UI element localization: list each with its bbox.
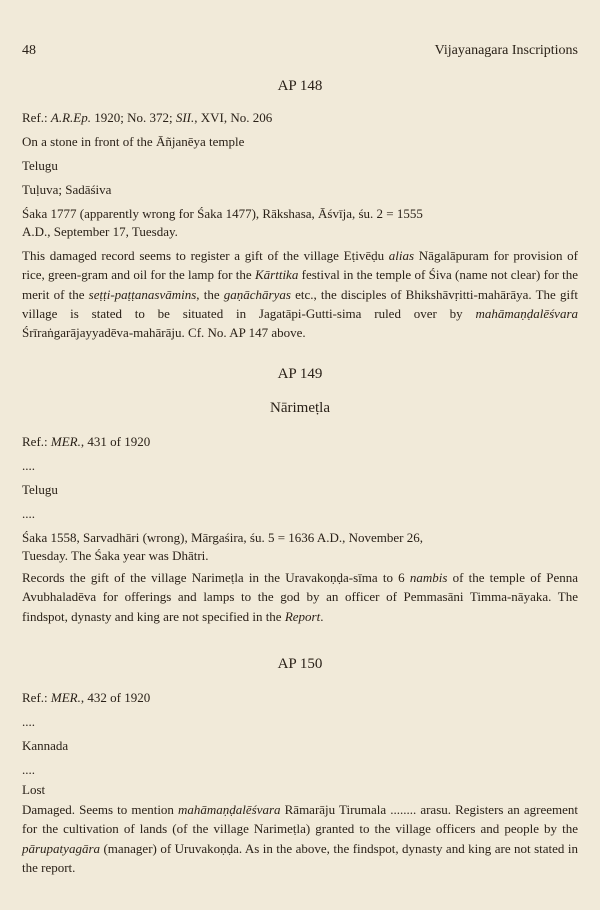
summary-text: . bbox=[320, 608, 324, 624]
book-title: Vijayanagara Inscriptions bbox=[434, 43, 578, 58]
entry-summary bbox=[22, 568, 578, 626]
entry-language: Telugu bbox=[22, 158, 58, 173]
entry-date-line: Tuesday. The Śaka year was Dhātri. bbox=[22, 548, 209, 563]
summary-text: Rāmarāju Tirumala ........ arasu. Registers an agreement for the cultivation of lands (of the village Narimeṭla) granted to the village officers and people by the bbox=[22, 802, 579, 837]
summary-text: Damaged. Seems to mention bbox=[22, 802, 179, 817]
document-page bbox=[22, 0, 578, 910]
entry-ref bbox=[22, 108, 578, 128]
entry-placeholder: .... bbox=[22, 762, 35, 777]
entry-summary bbox=[22, 800, 578, 877]
entry-summary bbox=[22, 246, 578, 342]
summary-text: of the temple of Penna Avubhaladēva for offerings and lamps to the god by an officer of Pemmasāni Timma-nāyaka. The findspot, dynasty and king are not specified in the bbox=[22, 570, 578, 624]
summary-term: nambis bbox=[409, 570, 448, 585]
summary-term: Kārttika bbox=[254, 267, 299, 283]
ref-source: MER. bbox=[50, 434, 81, 449]
ref-source: SII. bbox=[175, 110, 195, 125]
summary-text: (manager) of Uruvakoṇḍa. As in the above, the findspot, dynasty and king are not stated in the report. bbox=[22, 840, 578, 875]
entry-id-ap-148: AP 148 bbox=[277, 78, 323, 94]
summary-text: Records the gift of the village Narimeṭla in the Uravakoṇḍa-sīma to 6 bbox=[22, 570, 410, 585]
ref-source: MER. bbox=[50, 690, 81, 705]
summary-term: mahāmaṇḍalēśvara bbox=[475, 305, 578, 321]
entry-id-ap-149: AP 149 bbox=[277, 366, 323, 382]
entry-date-line: Śaka 1777 (apparently wrong for Śaka 1477), Rākshasa, Āśvīja, śu. 2 = 1555 bbox=[22, 206, 423, 221]
summary-text: This damaged record seems to register a gift of the village Eṭivēḍu bbox=[22, 248, 389, 263]
ref-detail: 1920; No. 372; bbox=[90, 110, 176, 125]
ref-label: Ref.: bbox=[22, 110, 48, 125]
entry-language: Kannada bbox=[22, 738, 69, 753]
summary-term: gaṇāchāryas bbox=[223, 286, 291, 302]
entry-language: Telugu bbox=[22, 482, 58, 497]
ref-source: A.R.Ep. bbox=[50, 110, 91, 125]
entry-location: On a stone in front of the Āñjanēya temple bbox=[22, 134, 245, 149]
summary-term: pārupatyagāra bbox=[22, 840, 100, 856]
summary-text: festival in the temple of Śiva (name not clear) for the merit of the bbox=[22, 267, 578, 302]
running-header bbox=[22, 43, 578, 63]
entry-placeholder: .... bbox=[22, 458, 35, 473]
ref-detail: , 432 of 1920 bbox=[80, 690, 151, 705]
entry-date-line: Śaka 1558, Sarvadhāri (wrong), Mārgaśira, śu. 5 = 1636 A.D., November 26, bbox=[22, 530, 423, 545]
entry-placeholder: .... bbox=[22, 506, 35, 521]
entry-status: Lost bbox=[22, 782, 46, 797]
summary-text: etc., the disciples of Bhikshāvṛitti-mahārāya. The gift village is stated to be situated in Jagatāpi-Gutti-sima ruled over by bbox=[22, 286, 579, 321]
summary-text: Nāgalāpuram for provision of rice, green-gram and oil for the lamp for the bbox=[22, 248, 578, 283]
summary-term: Report bbox=[284, 608, 321, 624]
entry-dynasty-king: Tuḷuva; Sadāśiva bbox=[22, 182, 112, 197]
page-number: 48 bbox=[22, 43, 36, 58]
ref-detail: , XVI, No. 206 bbox=[194, 110, 273, 125]
summary-term: alias bbox=[388, 248, 415, 263]
entry-id-ap-150: AP 150 bbox=[277, 656, 323, 672]
ref-detail: , 431 of 1920 bbox=[80, 434, 151, 449]
summary-term: seṭṭi-paṭṭanasvāmins bbox=[88, 286, 197, 302]
entry-ref bbox=[22, 688, 578, 708]
entry-placeholder: .... bbox=[22, 714, 35, 729]
entry-place: Nārimeṭla bbox=[270, 400, 330, 416]
summary-text: , the bbox=[196, 286, 224, 302]
ref-label: Ref.: bbox=[22, 434, 48, 449]
summary-term: mahāmaṇḍalēśvara bbox=[178, 802, 281, 817]
ref-label: Ref.: bbox=[22, 690, 48, 705]
entry-ref bbox=[22, 432, 578, 452]
entry-date-line: A.D., September 17, Tuesday. bbox=[22, 224, 178, 239]
summary-text: Śrīraṅgarājayyadēva-mahārāju. Cf. No. AP 147 above. bbox=[22, 325, 306, 341]
